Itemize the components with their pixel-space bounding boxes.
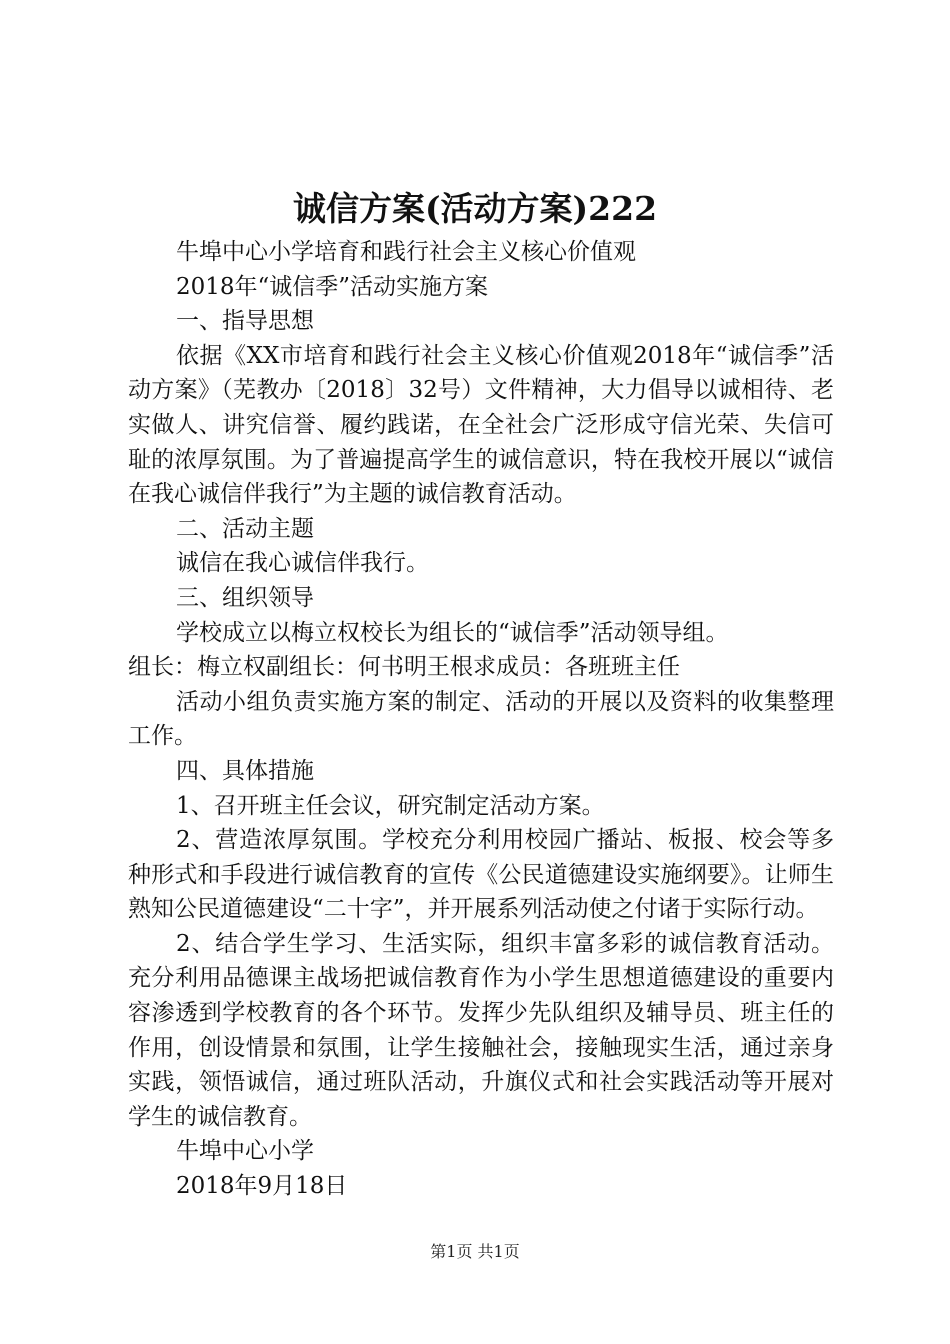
page-footer: 第1页 共1页	[430, 1242, 520, 1261]
paragraph-school-name: 牛埠中心小学培育和践行社会主义核心价值观	[176, 239, 636, 265]
paragraph-measure-1: 1、召开班主任会议，研究制定活动方案。	[176, 792, 605, 819]
paragraph-activity-theme: 诚信在我心诚信伴我行。	[176, 550, 429, 577]
paragraph-measure-3: 2、结合学生学习、生活实际，组织丰富多彩的诚信教育活动。充分利用品德课主战场把诚信教育作为小学生思想道德建设的重要内容渗透到学校教育的各个环节。发挥少先队组织及辅导员、班主任的作用，创设情景和氛围，让学生接触社会，接触现实生活，通过亲身实践，领悟诚信，通过班队活动，升旗仪式和社会实践活动等开展对学生的诚信教育。	[128, 930, 834, 1130]
paragraph-plan-title: 2018年“诚信季”活动实施方案	[176, 273, 489, 300]
heading-measures: 四、具体措施	[176, 757, 314, 784]
paragraph-organization: 学校成立以梅立权校长为组长的“诚信季”活动领导组。	[176, 619, 729, 646]
heading-activity-theme: 二、活动主题	[176, 515, 314, 542]
paragraph-members: 组长：梅立权副组长：何书明王根求成员：各班班主任	[128, 654, 680, 681]
paragraph-guiding-thought: 依据《XX市培育和践行社会主义核心价值观2018年“诚信季”活动方案》（芜教办〔2018〕32号）文件精神，大力倡导以诚相待、老实做人、讲究信誉、履约践诺，在全社会广泛形成守信光荣、失信可耻的浓厚氛围。为了普遍提高学生的诚信意识，特在我校开展以“诚信在我心诚信伴我行”为主题的诚信教育活动。	[128, 342, 834, 508]
paragraph-date: 2018年9月18日	[176, 1173, 348, 1200]
paragraph-group-duty: 活动小组负责实施方案的制定、活动的开展以及资料的收集整理工作。	[128, 688, 834, 750]
heading-guiding-thought: 一、指导思想	[176, 308, 314, 335]
paragraph-signature: 牛埠中心小学	[176, 1138, 314, 1165]
paragraph-measure-2: 2、营造浓厚氛围。学校充分利用校园广播站、板报、校会等多种形式和手段进行诚信教育的宣传《公民道德建设实施纲要》。让师生熟知公民道德建设“二十字”，并开展系列活动使之付诸于实际行动。	[128, 827, 834, 923]
heading-organization: 三、组织领导	[176, 584, 314, 611]
document-body	[128, 235, 834, 1204]
document-title: 诚信方案(活动方案)222	[292, 189, 658, 228]
